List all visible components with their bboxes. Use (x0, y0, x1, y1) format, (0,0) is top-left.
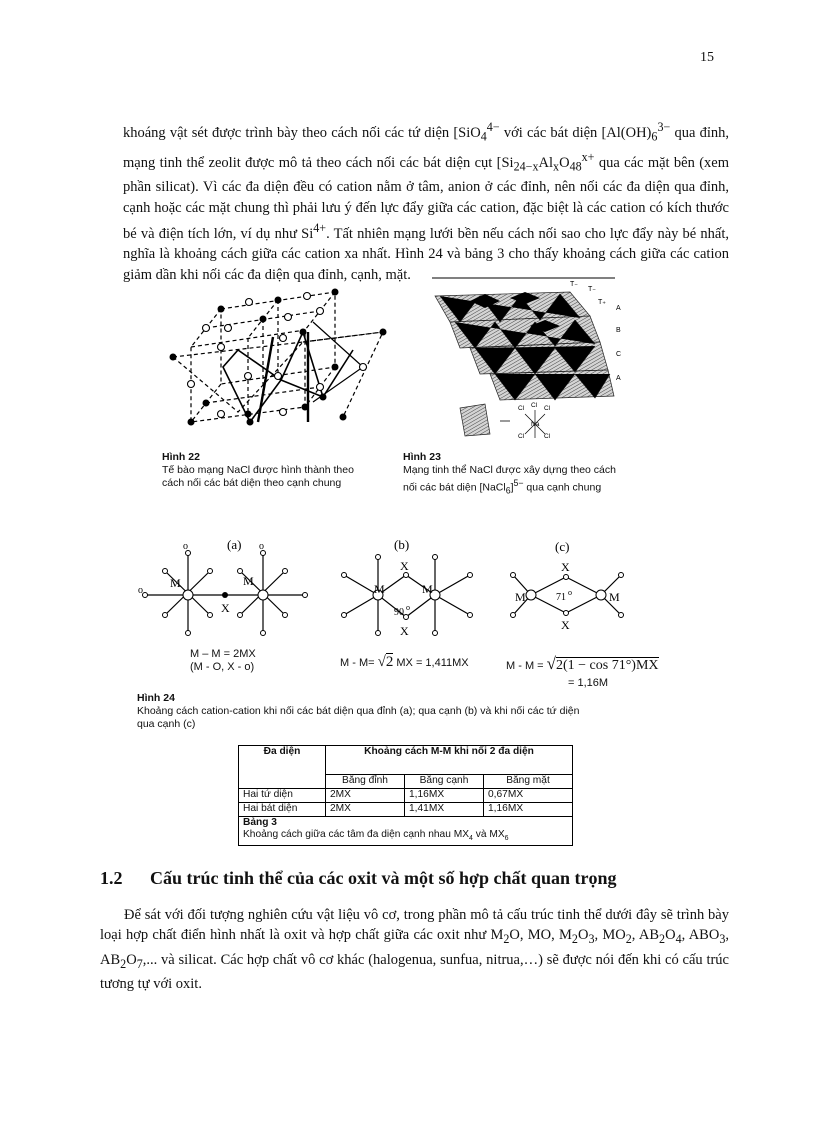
fig24b-m1: M (374, 582, 385, 596)
fig23-layer-a2: A (616, 375, 621, 382)
table3-cell: 0,67MX (484, 789, 573, 803)
figure-23-title: Hình 23 (403, 451, 441, 463)
fig24b-x2: X (400, 624, 409, 638)
formula-b: M - M= √2 MX = 1,411MX (340, 654, 469, 670)
fig23-layer-a1: A (616, 305, 621, 312)
table3-header-polyhedron: Đa diện (239, 746, 326, 789)
fig24c-m1: M (515, 590, 526, 604)
fig23-label-t1: T₋ (570, 281, 578, 288)
table3-subheader-edge: Bằng cạnh (405, 775, 484, 789)
table-3 (238, 745, 573, 846)
table3-cell: 2MX (326, 789, 405, 803)
fig24c-m2: M (609, 590, 620, 604)
table3-cell: Hai tứ diện (239, 789, 326, 803)
formula-c: M - M = √2(1 − cos 71°)MX (506, 654, 659, 673)
fig24b-m2: M (422, 582, 433, 596)
table3-cell: 1,41MX (405, 803, 484, 817)
fig23-cl-5: Cl (544, 433, 551, 440)
fig23-na: Na (531, 421, 540, 428)
table3-cell: Hai bát diện (239, 803, 326, 817)
fig24b-angle: 90 (394, 607, 404, 618)
fig24b-degree: o (406, 603, 410, 612)
table3-subheader-face: Bằng mặt (484, 775, 573, 789)
section-paragraph: Để sát với đối tượng nghiên cứu vật liệu vô cơ, trong phần mô tả cấu trúc tinh thể dưới đây sẽ trình bày loại hợp chất điển hình nhất là oxit và hợp chất giữa các oxit như $M_2O$, MO, $M_2O_3$, $MO_2$, $AB_2O_4$, $ABO_3$, $AB_2O_7$,... và silicat. Các hợp chất vô cơ khác (halogenua, sunfua, nitrua,…) sẽ được nói đến khi có cấu trúc tương tự với oxit. (100, 907, 729, 992)
section-title: Cấu trúc tinh thể của các oxit và một số hợp chất quan trọng (150, 868, 617, 888)
fig24c-degree: o (568, 588, 572, 597)
table-row (239, 789, 573, 803)
figure-23-nacl-layers (430, 276, 625, 441)
table3-subheader-vertex: Bằng đỉnh (326, 775, 405, 789)
fig24c-angle: 71 (556, 592, 566, 603)
fig23-label-t3: T₊ (598, 299, 606, 306)
fig23-layer-c: C (616, 351, 622, 358)
table-row (239, 803, 573, 817)
fig24c-x1: X (561, 560, 570, 574)
section-heading (100, 868, 616, 889)
fig24a-o2: o (183, 541, 188, 552)
figure-24-caption: Hình 24 Khoảng cách cation-cation khi nối các bát diện qua đỉnh (a); qua cạnh (b) và khi nối các tứ diện qua cạnh (c) (137, 692, 580, 730)
fig24b-x1: X (400, 559, 409, 573)
fig24a-x: X (221, 601, 230, 615)
table3-caption: Bảng 3 Khoảng cách giữa các tâm đa diện cạnh nhau $MX_4$ và $MX_6$ (239, 817, 573, 846)
figure-24-title: Hình 24 (137, 692, 175, 704)
fig23-cl-1: Cl (518, 405, 525, 412)
fig23-layer-b: B (616, 327, 621, 334)
table3-cell: 2MX (326, 803, 405, 817)
fig24a-o1: o (138, 585, 143, 596)
figure-23-caption: Hình 23 Mạng tinh thể NaCl được xây dựng theo cách nối các bát diện [NaCl$_6$]$^{5-}$ qua cạnh chung (403, 451, 616, 496)
section-number: 1.2 (100, 868, 123, 888)
fig24a-o3: o (259, 541, 264, 552)
table3-cell: 1,16MX (405, 789, 484, 803)
table3-title: Bảng 3 (243, 817, 277, 828)
fig23-cl-4: Cl (518, 433, 525, 440)
fig24-label-a: (a) (227, 537, 242, 552)
figure-24c-tetrahedra-edge (505, 535, 655, 635)
intro-paragraph: khoáng vật sét được trình bày theo cách nối các tứ diện [SiO$_4^{4-}$ với các bát diện [$Al(OH)_6^{3-}$ qua đỉnh, mạng tinh thể zeolit được mô tả theo cách nối các bát diện cụt [$Si_{24-x}Al_xO_{48}^{x+}$ qua các mặt bên (xem phần silicat). Vì các đa diện đều có cation nằm ở tâm, anion ở các đỉnh, nên nối các đa diện qua đỉnh, cạnh hoặc các mặt chung thì phải lưu ý đến lực đẩy giữa các cation, đặc biệt là các cation có kích thước bé và điện tích lớn, ví dụ như $Si^{4+}$. Tất nhiên mạng lưới bền nếu cách nối sao cho lực đẩy này bé nhất, nghĩa là khoảng cách giữa các cation xa nhất. Hình 24 và bảng 3 cho thấy khoảng cách giữa các cation giảm dần khi nối các đa diện qua đỉnh, cạnh, mặt. (123, 120, 730, 283)
formula-c-result: = 1,16M (568, 677, 609, 689)
figure-22-title: Hình 22 (162, 451, 200, 463)
figure-24b-edge-sharing (330, 535, 480, 650)
fig24-label-c: (c) (555, 539, 570, 554)
figure-22-nacl-cell (163, 272, 398, 447)
formula-a: M – M = 2MX (M - O, X - o) (190, 648, 256, 673)
table3-cell: 1,16MX (484, 803, 573, 817)
fig23-cl-2: Cl (531, 402, 538, 409)
fig23-cl-3: Cl (544, 405, 551, 412)
figure-22-caption: Hình 22 Tế bào mạng NaCl được hình thành theo cách nối các bát diện theo cạnh chung (162, 451, 354, 489)
page-number: 15 (700, 50, 714, 65)
fig24a-m1: M (170, 576, 181, 590)
figure-24a-corner-sharing (135, 535, 315, 645)
fig24c-x2: X (561, 618, 570, 632)
fig24a-m2: M (243, 574, 254, 588)
fig23-label-t2: T₋ (588, 286, 596, 293)
fig24-label-b: (b) (394, 537, 410, 552)
table3-header-group: Khoảng cách M-M khi nối 2 đa diện (326, 746, 573, 775)
